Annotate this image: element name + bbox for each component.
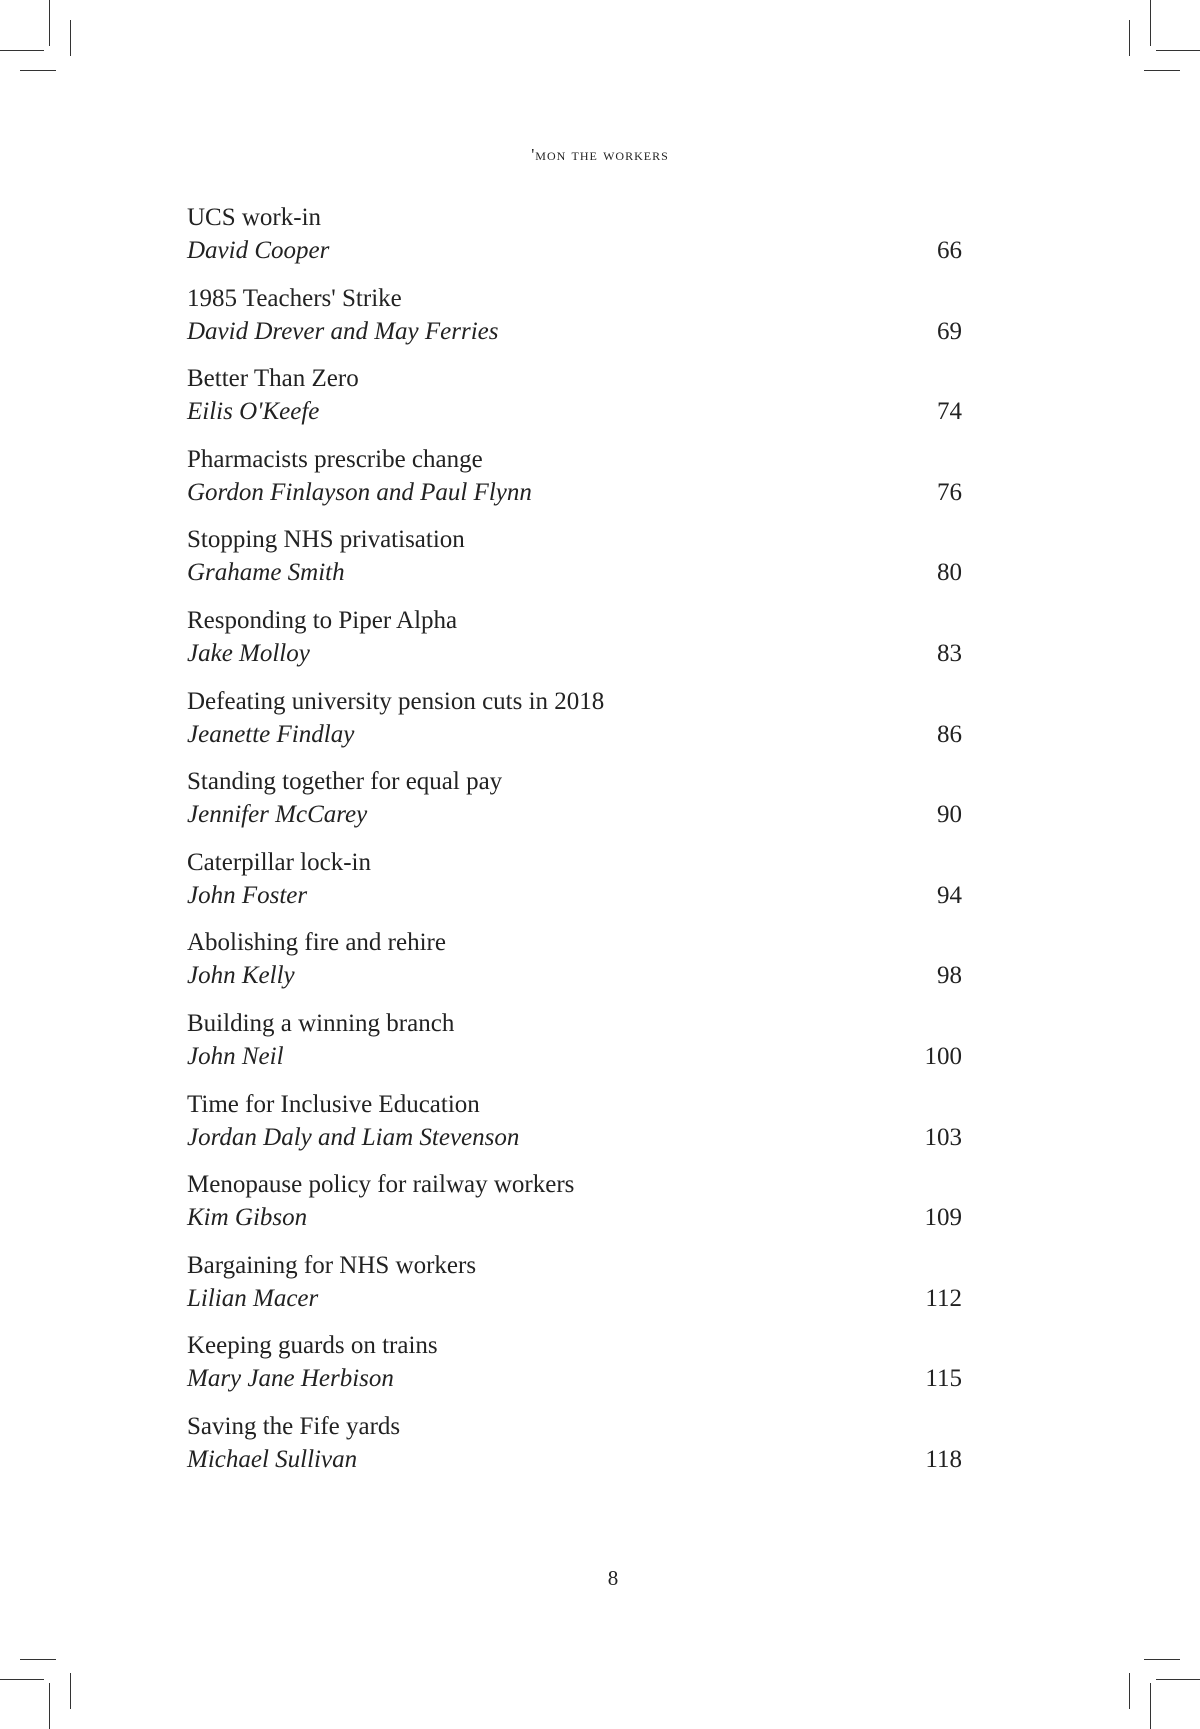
- crop-mark: [20, 70, 56, 71]
- entry-title: Defeating university pension cuts in 2018: [187, 687, 605, 715]
- entry-author: Grahame Smith: [187, 559, 345, 587]
- crop-mark: [49, 1683, 50, 1729]
- entry-title: Abolishing fire and rehire: [187, 929, 446, 957]
- entry-author: David Cooper: [187, 237, 330, 264]
- entry-author: Jeanette Findlay: [187, 720, 355, 748]
- entry-title: Saving the Fife yards: [187, 1413, 401, 1440]
- entry-title: Responding to Piper Alpha: [187, 607, 458, 634]
- entry-author: Jordan Daly and Liam Stevenson: [187, 1123, 520, 1151]
- crop-mark: [0, 1679, 44, 1680]
- entry-title: Stopping NHS privatisation: [187, 526, 465, 554]
- entry-page-number: 112: [925, 1284, 962, 1312]
- running-header: 'mon the workers: [531, 145, 669, 164]
- crop-mark: [70, 1673, 71, 1709]
- entry-author: Jake Molloy: [187, 640, 310, 667]
- entry-page-number: 69: [937, 317, 962, 345]
- entry-title: Time for Inclusive Education: [187, 1090, 480, 1118]
- entry-title: Caterpillar lock-in: [187, 848, 371, 876]
- entry-page-number: 66: [937, 237, 962, 264]
- crop-mark: [1129, 20, 1130, 56]
- entry-page-number: 118: [925, 1446, 962, 1473]
- entry-author: David Drever and May Ferries: [187, 317, 499, 345]
- entry-author: Jennifer McCarey: [187, 801, 368, 829]
- crop-mark: [1156, 1679, 1200, 1680]
- entry-author: Lilian Macer: [187, 1284, 319, 1312]
- entry-page-number: 80: [937, 559, 962, 587]
- crop-mark: [0, 50, 44, 51]
- entry-page-number: 100: [924, 1043, 962, 1070]
- crop-mark: [1156, 50, 1200, 51]
- entry-author: Mary Jane Herbison: [187, 1365, 394, 1393]
- entry-title: UCS work-in: [187, 204, 322, 231]
- entry-title: Keeping guards on trains: [187, 1332, 438, 1360]
- entry-author: Eilis O'Keefe: [187, 398, 320, 426]
- entry-page-number: 103: [924, 1123, 962, 1151]
- crop-mark: [1150, 0, 1151, 46]
- entry-page-number: 109: [924, 1204, 962, 1232]
- page-number: 8: [607, 1566, 619, 1590]
- entry-title: Better Than Zero: [187, 365, 359, 393]
- entry-page-number: 94: [937, 881, 962, 909]
- entry-page-number: 83: [937, 640, 962, 667]
- entry-author: Gordon Finlayson and Paul Flynn: [187, 478, 532, 506]
- crop-mark: [70, 20, 71, 56]
- entry-page-number: 90: [937, 801, 962, 829]
- entry-title: Standing together for equal pay: [187, 768, 503, 796]
- crop-mark: [1150, 1683, 1151, 1729]
- entry-title: Bargaining for NHS workers: [187, 1251, 477, 1279]
- entry-title: 1985 Teachers' Strike: [187, 284, 402, 312]
- entry-author: Michael Sullivan: [187, 1446, 358, 1473]
- entry-page-number: 74: [937, 398, 962, 426]
- entry-title: Pharmacists prescribe change: [187, 445, 483, 473]
- entry-author: John Neil: [187, 1043, 284, 1070]
- entry-page-number: 98: [937, 962, 962, 990]
- crop-mark: [1129, 1673, 1130, 1709]
- entry-page-number: 86: [937, 720, 962, 748]
- entry-author: John Kelly: [187, 962, 295, 990]
- entry-title: Building a winning branch: [187, 1010, 455, 1037]
- crop-mark: [20, 1659, 56, 1660]
- entry-author: Kim Gibson: [187, 1204, 308, 1232]
- entry-title: Menopause policy for railway workers: [187, 1171, 575, 1199]
- entry-page-number: 76: [937, 478, 962, 506]
- entry-author: John Foster: [187, 881, 308, 909]
- crop-mark: [49, 0, 50, 46]
- crop-mark: [1144, 1659, 1180, 1660]
- crop-mark: [1144, 70, 1180, 71]
- entry-page-number: 115: [925, 1365, 962, 1393]
